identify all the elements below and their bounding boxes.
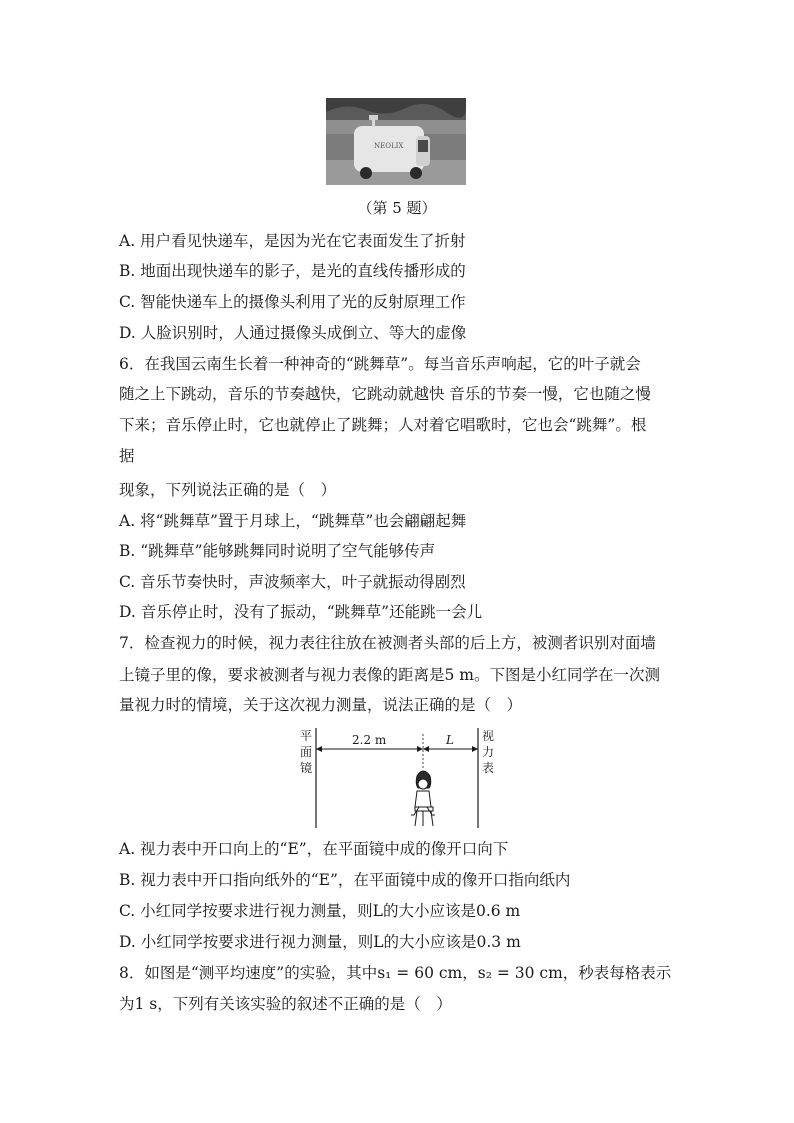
chart-label xyxy=(482,729,494,775)
q7-stem-line-2: 上镜子里的像，要求被测者与视力表像的距离是5 m。下图是小红同学在一次测 xyxy=(119,666,660,684)
mirror-label-char: 平 xyxy=(300,729,313,743)
q7-stem-line-1: 7．检查视力的时候，视力表往往放在被测者头部的后上方，被测者识别对面墙 xyxy=(119,634,656,652)
distance-label: 2.2 m xyxy=(352,733,387,747)
q6-option-a: A. 将“跳舞草”置于月球上，“跳舞草”也会翩翩起舞 xyxy=(119,512,467,530)
l-label: L xyxy=(446,733,454,747)
delivery-van-photo xyxy=(326,98,466,185)
q5-option-c: C. 智能快递车上的摄像头利用了光的反射原理工作 xyxy=(119,293,466,311)
q6-option-c: C. 音乐节奏快时，声波频率大，叶子就振动得剧烈 xyxy=(119,573,466,591)
q7-stem-line-3: 量视力时的情境，关于这次视力测量，说法正确的是（ ） xyxy=(119,696,523,714)
girl-figure xyxy=(411,771,435,826)
q8-stem-line-2: 为1 s，下列有关该实验的叙述不正确的是（ ） xyxy=(119,995,452,1013)
eye-test-diagram xyxy=(296,726,506,830)
q6-stem-line-4: 据 xyxy=(119,447,135,465)
mirror-label-char: 面 xyxy=(300,745,313,759)
chart-label-char: 表 xyxy=(482,761,495,775)
q6-stem-line-5: 现象，下列说法正确的是（ ） xyxy=(119,481,337,499)
mirror-label xyxy=(300,729,312,775)
q6-stem-line-3: 下来；音乐停止时，它也就停止了跳舞；人对着它唱歌时，它也会“跳舞”。根 xyxy=(119,416,647,434)
q8-stem-line-1: 8．如图是“测平均速度”的实验，其中s₁ = 60 cm，s₂ = 30 cm，秒表每格表示 xyxy=(119,964,672,982)
q5-option-d: D. 人脸识别时，人通过摄像头成倒立、等大的虚像 xyxy=(119,324,467,342)
q6-option-b: B. “跳舞草”能够跳舞同时说明了空气能够传声 xyxy=(119,542,436,560)
mirror-label-char: 镜 xyxy=(300,761,313,775)
q7-option-a: A. 视力表中开口向上的“E”，在平面镜中成的像开口向下 xyxy=(119,840,509,858)
chart-label-char: 力 xyxy=(482,745,495,759)
q5-option-a: A. 用户看见快递车，是因为光在它表面发生了折射 xyxy=(119,232,466,250)
van-label: NEOLIX xyxy=(374,142,404,150)
q5-option-b: B. 地面出现快递车的影子，是光的直线传播形成的 xyxy=(119,262,466,280)
q6-stem-line-2: 随之上下跳动，音乐的节奏越快，它跳动就越快 音乐的节奏一慢，它也随之慢 xyxy=(119,385,651,403)
q6-stem-line-1: 6．在我国云南生长着一种神奇的“跳舞草”。每当音乐声响起，它的叶子就会 xyxy=(119,355,641,373)
q7-option-c: C. 小红同学按要求进行视力测量，则L的大小应该是0.6 m xyxy=(119,902,521,920)
q7-option-d: D. 小红同学按要求进行视力测量，则L的大小应该是0.3 m xyxy=(119,933,521,951)
figure-5-caption: （第 5 题） xyxy=(357,199,437,217)
q7-option-b: B. 视力表中开口指向纸外的“E”，在平面镜中成的像开口指向纸内 xyxy=(119,871,571,889)
chart-label-char: 视 xyxy=(482,729,495,743)
q6-option-d: D. 音乐停止时，没有了振动，“跳舞草”还能跳一会儿 xyxy=(119,603,483,621)
